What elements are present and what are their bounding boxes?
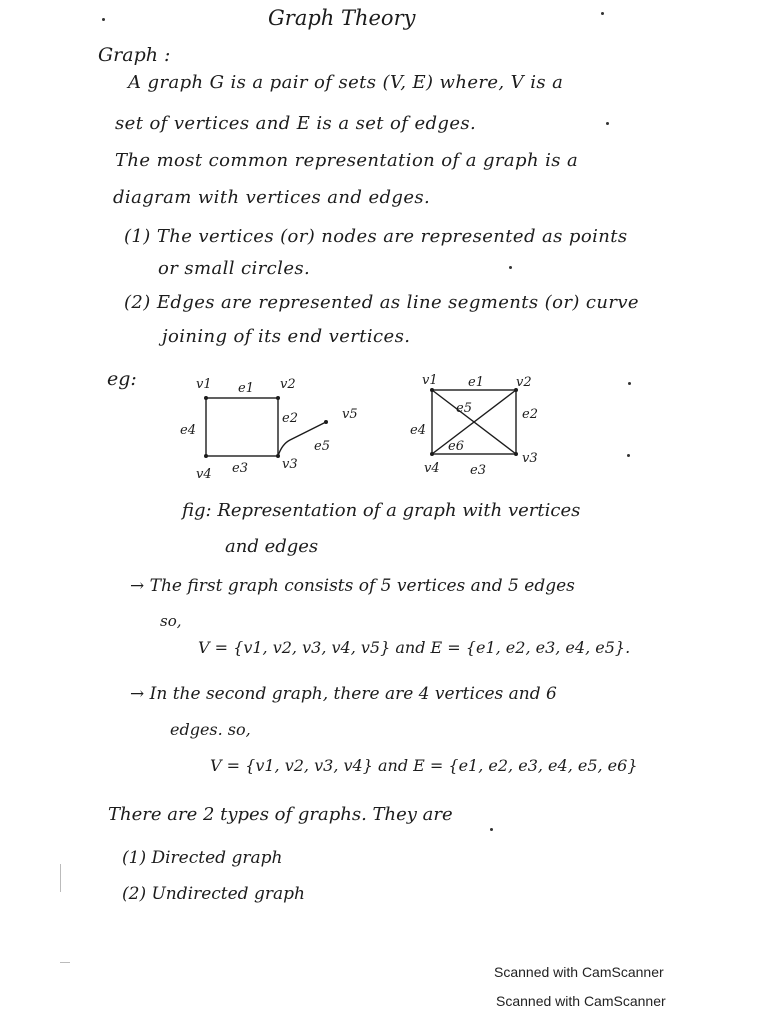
scanner-watermark: Scanned with CamScanner: [494, 964, 664, 980]
second-graph-sets: V = {v1, v2, v3, v4} and E = {e1, e2, e3, e4, e5, e6}: [210, 756, 638, 775]
vertex-v4: [204, 454, 208, 458]
text-line: (1) The vertices (or) nodes are represented as points: [124, 226, 628, 247]
scan-margin-mark: [60, 864, 61, 892]
vertex-v3: [276, 454, 280, 458]
section-heading: Graph :: [98, 44, 171, 66]
first-graph-text: → The first graph consists of 5 vertices and 5 edges: [130, 576, 575, 596]
type-item: (1) Directed graph: [122, 848, 283, 868]
page-title: Graph Theory: [268, 6, 416, 30]
graph-label: e1: [468, 375, 484, 390]
graph-label: v3: [522, 451, 538, 466]
graph-label: e4: [410, 423, 426, 438]
graph-label: e4: [180, 423, 196, 438]
types-intro: There are 2 types of graphs. They are: [108, 804, 453, 825]
graph-label: v1: [422, 373, 438, 388]
vertex-v3: [514, 452, 518, 456]
graph-figure: [170, 370, 590, 480]
scan-speck: [601, 12, 604, 15]
graph-label: v3: [282, 457, 298, 472]
text-line: set of vertices and E is a set of edges.: [115, 113, 477, 134]
text-line: The most common representation of a graph is a: [115, 150, 579, 171]
graph-label: v2: [280, 377, 296, 392]
graph-label: e1: [238, 381, 254, 396]
graph-one-square: [206, 398, 278, 456]
text-line: (2) Edges are represented as line segments (or) curve: [124, 292, 639, 313]
scan-speck: [490, 828, 493, 831]
graph-label: e5: [456, 401, 472, 416]
graph-label: v4: [424, 461, 440, 476]
scan-speck: [628, 382, 631, 385]
first-graph-text: so,: [160, 612, 182, 630]
graph-label: e3: [232, 461, 248, 476]
graph-one: [180, 377, 358, 480]
vertex-v1: [204, 396, 208, 400]
figure-caption: fig: Representation of a graph with vertices: [182, 500, 581, 521]
example-label: eg:: [107, 368, 137, 390]
graph-label: v4: [196, 467, 212, 480]
vertex-v1: [430, 388, 434, 392]
graph-label: e2: [282, 411, 298, 426]
scan-speck: [606, 122, 609, 125]
second-graph-text: edges. so,: [170, 720, 251, 739]
scan-speck: [627, 454, 630, 457]
text-line: or small circles.: [158, 258, 311, 279]
text-line: A graph G is a pair of sets (V, E) where, V is a: [128, 72, 564, 93]
scan-speck: [509, 266, 512, 269]
scan-speck: [102, 18, 105, 21]
vertex-v5: [324, 420, 328, 424]
figure-caption-continued: and edges: [225, 536, 319, 557]
graph-label: e5: [314, 439, 330, 454]
graph-label: v1: [196, 377, 212, 392]
second-graph-text: → In the second graph, there are 4 vertices and 6: [130, 684, 557, 704]
scan-margin-mark: [60, 962, 70, 963]
graph-label: v2: [516, 375, 532, 390]
graph-label: v5: [342, 407, 358, 422]
graph-label: e6: [448, 439, 464, 454]
text-line: diagram with vertices and edges.: [113, 187, 431, 208]
graph-label: e2: [522, 407, 538, 422]
graph-label: e3: [470, 463, 486, 478]
scanner-watermark: Scanned with CamScanner: [496, 993, 666, 1009]
type-item: (2) Undirected graph: [122, 884, 305, 904]
first-graph-sets: V = {v1, v2, v3, v4, v5} and E = {e1, e2, e3, e4, e5}.: [198, 638, 631, 657]
vertex-v2: [276, 396, 280, 400]
vertex-v4: [430, 452, 434, 456]
graph-two: [410, 373, 538, 478]
text-line: joining of its end vertices.: [162, 326, 411, 347]
